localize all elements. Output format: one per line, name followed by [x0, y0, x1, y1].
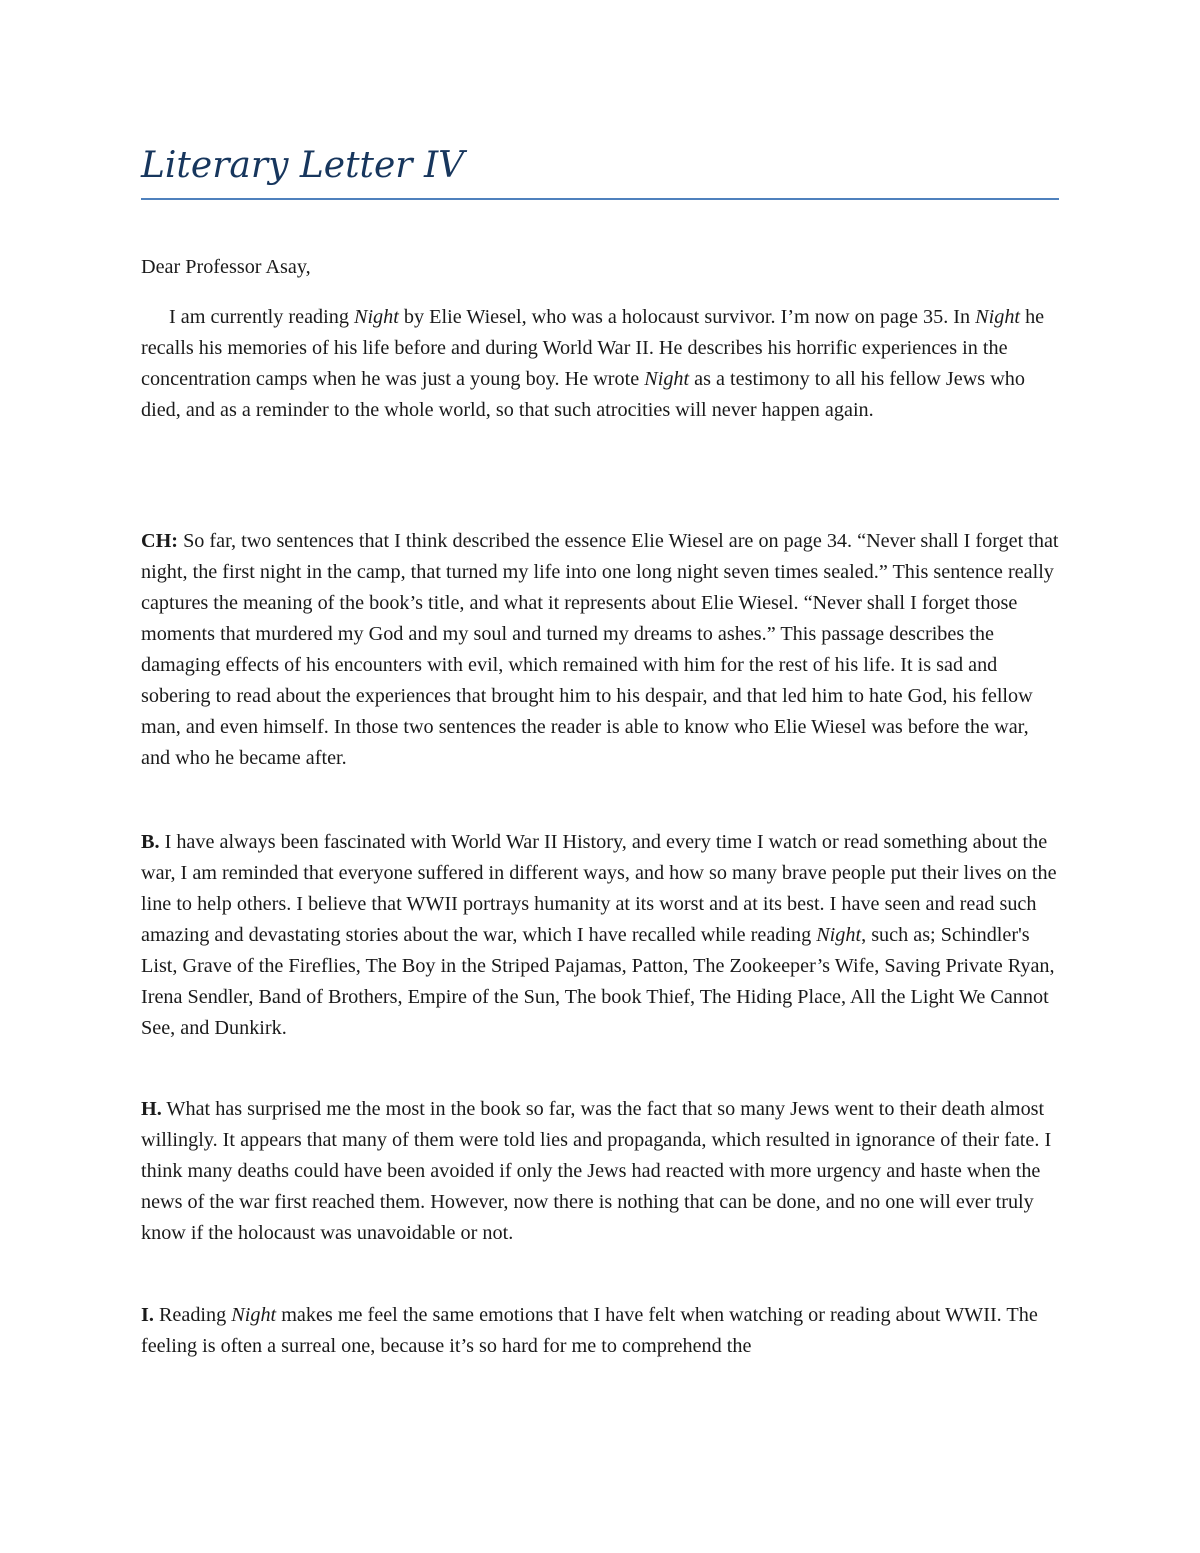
book-title: Night	[644, 368, 690, 390]
h-label: H.	[141, 1098, 162, 1120]
ch-label: CH:	[141, 530, 179, 552]
book-title: Night	[816, 924, 862, 946]
intro-text-1: I am currently reading	[169, 306, 354, 328]
b-text-1: I have always been fascinated with World War II History, and every time I watch or read something about the war, I am reminded that everyone suffered in different ways, and how so many brave people put their lives on the line to help others. I believe that WWII portrays humanity at its worst and at its best. I have seen and read such amazing and devastating stories about the war, which I have recalled while reading	[141, 831, 1057, 946]
intro-text-3: he recalls his memories of his life before and during World War II. He describes his horrific experiences in the concentration camps when he was just a young boy. He wrote	[141, 306, 1045, 390]
i-paragraph	[141, 1300, 1059, 1362]
b-paragraph	[141, 827, 1059, 1044]
ch-text: So far, two sentences that I think described the essence Elie Wiesel are on page 34. “Never shall I forget that night, the first night in the camp, that turned my life into one long night seven times sealed.” This sentence really captures the meaning of the book’s title, and what it represents about Elie Wiesel. “Never shall I forget those moments that murdered my God and my soul and turned my dreams to ashes.” This passage describes the damaging effects of his encounters with evil, which remained with him for the rest of his life. It is sad and sobering to read about the experiences that brought him to his despair, and that led him to hate God, his fellow man, and even himself. In those two sentences the reader is able to know who Elie Wiesel was before the war, and who he became after.	[141, 530, 1059, 769]
b-label: B.	[141, 831, 160, 853]
intro-text-4: as a testimony to all his fellow Jews who died, and as a reminder to the whole world, so that such atrocities will never happen again.	[141, 368, 1025, 421]
salutation: Dear Professor Asay,	[141, 256, 311, 278]
i-label: I.	[141, 1304, 154, 1326]
intro-paragraph	[141, 302, 1059, 426]
book-title: Night	[975, 306, 1021, 328]
intro-text-2: by Elie Wiesel, who was a holocaust survivor. I’m now on page 35. In	[398, 306, 976, 328]
document-title: Literary Letter IV	[141, 145, 465, 186]
i-text-1: Reading	[153, 1304, 232, 1326]
ch-paragraph	[141, 526, 1059, 774]
h-text: What has surprised me the most in the book so far, was the fact that so many Jews went to their death almost willingly. It appears that many of them were told lies and propaganda, which resulted in ignorance of their fate. I think many deaths could have been avoided if only the Jews had reacted with more urgency and haste when the news of the war first reached them. However, now there is nothing that can be done, and no one will ever truly know if the holocaust was unavoidable or not.	[141, 1098, 1052, 1244]
book-title: Night	[353, 306, 399, 328]
b-text-2: , such as; Schindler's List, Grave of the Fireflies, The Boy in the Striped Pajamas, Patton, The Zookeeper’s Wife, Saving Private Ryan, Irena Sendler, Band of Brothers, Empire of the Sun, The book Thief, The Hiding Place, All the Light We Cannot See, and Dunkirk.	[141, 924, 1055, 1039]
h-paragraph	[141, 1094, 1059, 1249]
i-text-2: makes me feel the same emotions that I have felt when watching or reading about WWII. The feeling is often a surreal one, because it’s so hard for me to comprehend the	[141, 1304, 1038, 1357]
title-underline	[141, 198, 1059, 200]
book-title: Night	[231, 1304, 277, 1326]
